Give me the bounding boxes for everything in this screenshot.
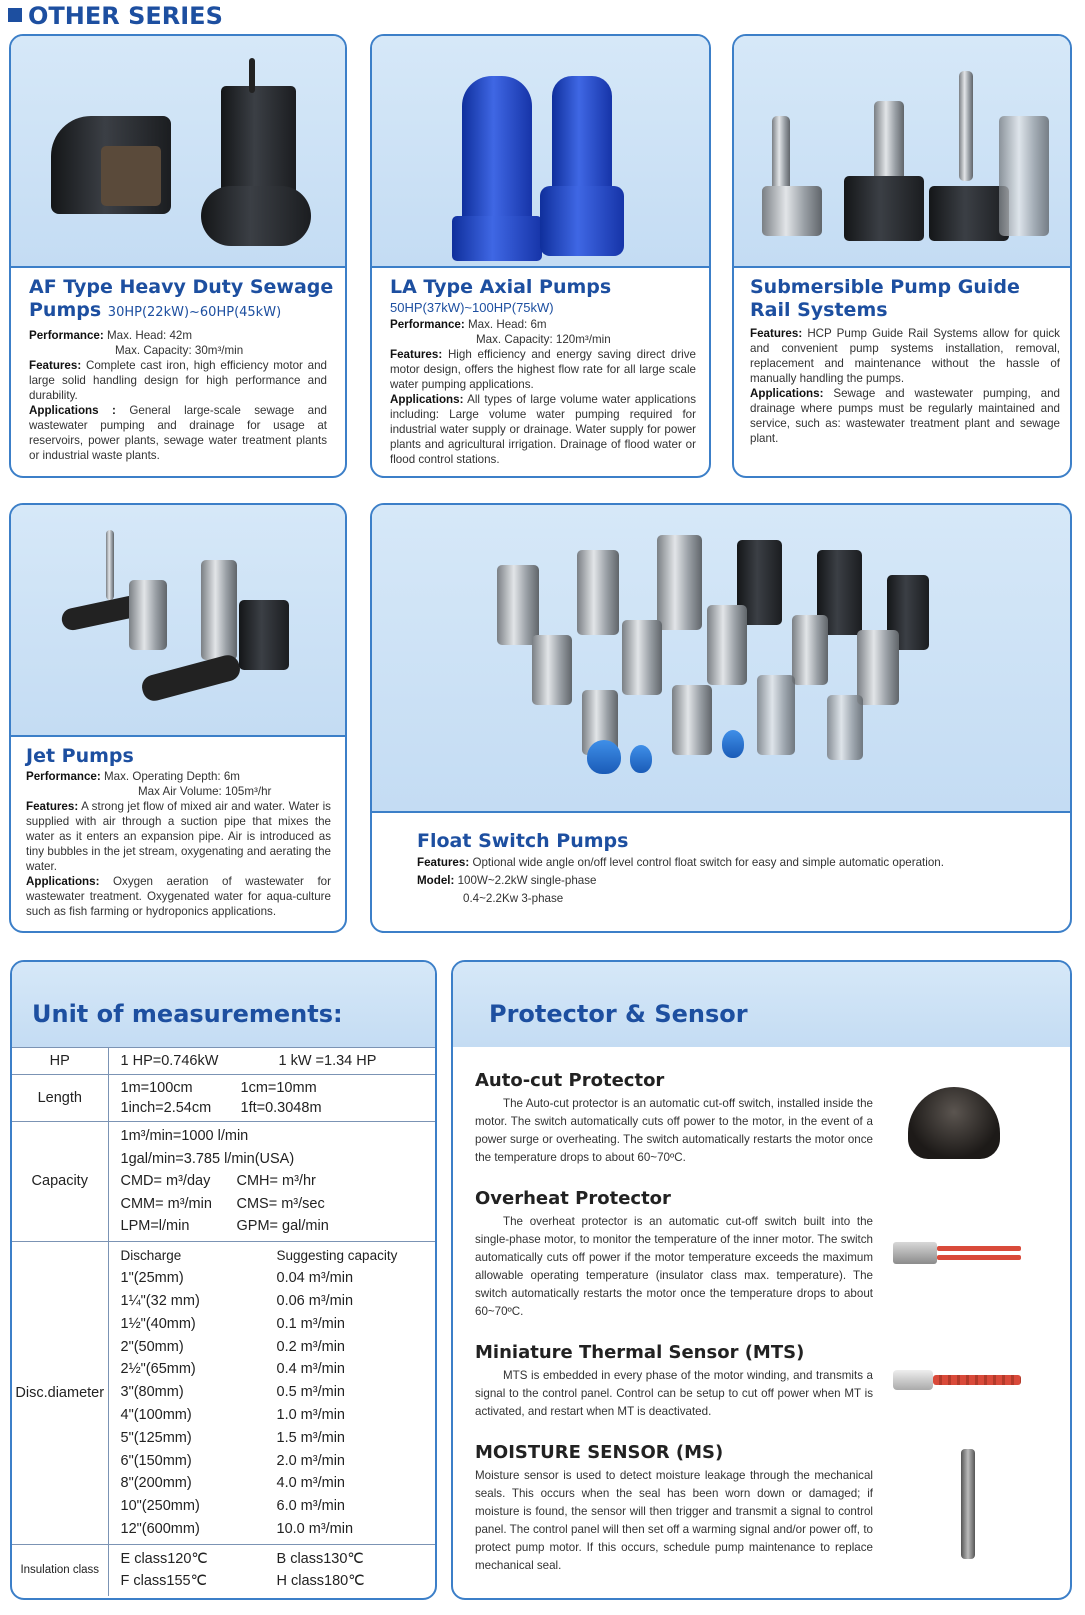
table-row: HP 1 HP=0.746kW 1 kW =1.34 HP (12, 1048, 435, 1075)
overheat-protector-icon (893, 1242, 1023, 1264)
thermal-sensor-icon (893, 1370, 1023, 1390)
float-model-2: 0.4~2.2Kw 3-phase (463, 892, 564, 905)
float-model-1: 100W~2.2kW single-phase (457, 874, 597, 887)
af-pump-photo (11, 36, 345, 268)
table-row: Capacity 1m³/min=1000 l/min 1gal/min=3.785 l/min(USA) CMD= m³/day CMH= m³/hr CMM= m³/min CMS= m³/sec LPM=l/min GPM= gal/min (12, 1122, 435, 1242)
moisture-title: MOISTURE SENSOR (MS) (475, 1442, 724, 1463)
la-features: High efficiency and energy saving direct drive motor design, offers the highest flow rate for all large scale water pumping applications. (390, 348, 696, 391)
mts-text: MTS is embedded in every phase of the motor winding, and transmits a signal to the control panel. Control can be setup to cut off power when MT is activated, and restart when MT is deactivated. (475, 1369, 873, 1418)
table-row: Insulation class E class120℃ B class130℃ F class155℃ H class180℃ (12, 1544, 435, 1596)
disc-row: 1¼"(32 mm) 0.06 m³/min (120, 1293, 354, 1310)
rail-title-line2: Rail Systems (750, 299, 888, 321)
float-title: Float Switch Pumps (417, 830, 629, 852)
auto-cut-title: Auto-cut Protector (475, 1070, 665, 1091)
disc-row: 3"(80mm) 0.5 m³/min (120, 1384, 345, 1401)
jet-applications: Oxygen aeration of wastewater for wastewater treatment. Oxygenated water for aqua-culture such as fish farming or hydroponics applications. (26, 875, 331, 918)
table-row: Disc.diameter Discharge Suggesting capacity 1"(25mm) 0.04 m³/min 1¼"(32 mm) 0.06 m³/min 1½"(40mm) 0.1 m³/min 2"(50mm) 0.2 m³/min 2½"(65mm) 0.4 m³/min 3"(80mm) 0.5 m³/min 4"(100mm) 1.0 m³/min 5"(125mm) 1.5 m³/min 6"(150mm) 2.0 m³/min 8"(200mm) 4.0 m³/min 10"(250mm) 6.0 m³/min 12"(600mm) 10.0 m³/min (12, 1241, 435, 1544)
float-switch-icon (587, 740, 621, 774)
units-title: Unit of measurements: (32, 1000, 343, 1028)
la-title: LA Type Axial Pumps (390, 276, 612, 298)
la-pump-photo (372, 36, 709, 268)
card-guide-rail-systems: Submersible Pump Guide Rail Systems Features: HCP Pump Guide Rail Systems allow for quick and convenient pump systems installation, removal, replacement and maintenance without the hassle of manually handling the pumps. Applications: Sewage and wastewater pumping, and drainage where pumps must be regularly maintained and service, such as: wastewater treatment plant and sewage plant. (732, 34, 1072, 478)
disc-row: 1"(25mm) 0.04 m³/min (120, 1270, 354, 1287)
card-af-sewage-pumps: AF Type Heavy Duty Sewage Pumps 30HP(22kW)~60HP(45kW) Performance: Max. Head: 42m Max. Capacity: 30m³/min Features: Complete cast iron, high efficiency motor and large solid handling design for high performance and durability. Applications : General large-scale sewage and wastewater pumping and drainage for usage at reservoirs, power plants, sewage water treatment plants or industrial waste plants. (9, 34, 347, 478)
auto-cut-protector-icon (908, 1087, 1000, 1159)
units-table (12, 1047, 435, 1596)
jet-features: A strong jet flow of mixed air and water. Water is supplied with air through a suction pipe that mixes the water as it enters an expansion pipe. Air is introduced as tiny bubbles in the jet stream, oxygenating and aerating the water. (26, 800, 331, 873)
auto-cut-text: The Auto-cut protector is an automatic cut-off switch, installed inside the motor. The switch automatically cuts off power to the motor, in the event of a power surge or overheating. The switch automatically restarts the motor once the temperature drops to about 60~70ºC. (475, 1097, 873, 1164)
protector-panel (451, 960, 1072, 1600)
float-pump-photo (372, 505, 1070, 813)
mts-title: Miniature Thermal Sensor (MTS) (475, 1342, 805, 1363)
la-perf-head: Max. Head: 6m (467, 318, 547, 331)
moisture-text: Moisture sensor is used to detect moisture leakage through the mechanical seals. This occurs when the seal has been worn down or damaged; if moisture is found, the sensor will then trigger and transmit a signal to control panel. The control panel will then set off a warming signal and/or power off, to protect pump motor. If this occurs, schedule pump maintenance to replace mechanical seal. (475, 1469, 873, 1572)
la-applications: All types of large volume water applications including: Large volume water pumping required for industrial water supply or drainage. Water supply for power plants and agricultural irrigation. Drainage of flood water or flood control stations. (390, 393, 696, 466)
jet-title: Jet Pumps (26, 745, 134, 767)
square-bullet-icon (8, 8, 22, 22)
table-row: Length 1m=100cm 1cm=10mm 1inch=2.54cm 1ft=0.3048m (12, 1075, 435, 1122)
la-subtitle: 50HP(37kW)~100HP(75kW) (390, 300, 554, 315)
disc-row: 12"(600mm) 10.0 m³/min (120, 1521, 354, 1538)
guide-rail-icon (772, 116, 790, 196)
protector-title: Protector & Sensor (489, 1000, 748, 1028)
jet-perf-air: Max Air Volume: 105m³/hr (138, 785, 272, 798)
overheat-text: The overheat protector is an automatic cut-off switch built into the single-phase motor, to monitor the temperature of the inner motor. The switch automatically cuts off power if the motor temperature exceeds the maximum allowable operating temperature (insulator class max. temperature). The switch automatically restarts the motor once the temperature drops to about 60~70ºC. (475, 1215, 873, 1318)
jet-pump-photo (11, 505, 345, 737)
rail-title-line1: Submersible Pump Guide (750, 276, 1020, 298)
card-jet-pumps: Jet Pumps Performance: Max. Operating Depth: 6m Max Air Volume: 105m³/hr Features: A strong jet flow of mixed air and water. Water is supplied with air through a suction pipe that mixes the water as it enters an expansion pipe. Air is introduced as tiny bubbles in the jet stream, oxygenating and aerating the water. Applications: Oxygen aeration of wastewater for wastewater treatment. Oxygenated water for aqua-culture such as fish farming or hydroponics applications. (9, 503, 347, 933)
disc-row: 2½"(65mm) 0.4 m³/min (120, 1361, 345, 1378)
card-la-axial-pumps: LA Type Axial Pumps 50HP(37kW)~100HP(75kW) Performance: Max. Head: 6m Max. Capacity: 120m³/min Features: High efficiency and energy saving direct drive motor design, offers the highest flow rate for all large scale water pumping applications. Applications: All types of large volume water applications including: Large volume water pumping required for industrial water supply or drainage. Water supply for power plants and agricultural irrigation. Drainage of flood water or flood control stations. (370, 34, 711, 478)
af-perf-capacity: Max. Capacity: 30m³/min (115, 344, 244, 357)
float-features: Optional wide angle on/off level control float switch for easy and simple automatic operation. (472, 856, 944, 869)
af-title-line1: AF Type Heavy Duty Sewage (29, 276, 334, 298)
moisture-sensor-icon (961, 1449, 975, 1559)
units-panel (10, 960, 437, 1600)
disc-row: 10"(250mm) 6.0 m³/min (120, 1498, 345, 1515)
rail-applications: Sewage and wastewater pumping, and drainage where pumps must be regularly maintained and service, such as: wastewater treatment plant and sewage plant. (750, 387, 1060, 445)
rail-pump-photo (734, 36, 1070, 268)
jet-perf-depth: Max. Operating Depth: 6m (103, 770, 240, 783)
page-title: OTHER SERIES (8, 2, 223, 30)
overheat-title: Overheat Protector (475, 1188, 671, 1209)
la-perf-capacity: Max. Capacity: 120m³/min (476, 333, 611, 346)
af-features: Complete cast iron, high efficiency motor and large solid handling design for high performance and durability. (29, 359, 327, 402)
rail-features: HCP Pump Guide Rail Systems allow for quick and convenient pump systems installation, removal, replacement and maintenance without the hassle of manually handling the pumps. (750, 327, 1060, 385)
disc-row: 2"(50mm) 0.2 m³/min (120, 1338, 345, 1355)
disc-row: 1½"(40mm) 0.1 m³/min (120, 1315, 345, 1332)
card-float-switch-pumps: Float Switch Pumps Features: Optional wide angle on/off level control float switch for easy and simple automatic operation. Model: 100W~2.2kW single-phase 0.4~2.2Kw 3-phase (370, 503, 1072, 933)
float-pump-icon (497, 565, 539, 645)
af-subtitle: 30HP(22kW)~60HP(45kW) (107, 305, 282, 320)
af-title-line2: Pumps (29, 299, 102, 321)
axial-pump-icon (462, 76, 532, 226)
disc-row: 4"(100mm) 1.0 m³/min (120, 1407, 345, 1424)
jet-pump-icon (106, 530, 114, 600)
disc-row: 8"(200mm) 4.0 m³/min (120, 1475, 345, 1492)
disc-row: 6"(150mm) 2.0 m³/min (120, 1452, 345, 1469)
af-perf-head: Max. Head: 42m (106, 329, 193, 342)
af-applications: General large-scale sewage and wastewater pumping and drainage for usage at reservoirs, power plants, sewage water treatment plants or industrial waste plants. (29, 404, 327, 462)
disc-row: 5"(125mm) 1.5 m³/min (120, 1429, 345, 1446)
